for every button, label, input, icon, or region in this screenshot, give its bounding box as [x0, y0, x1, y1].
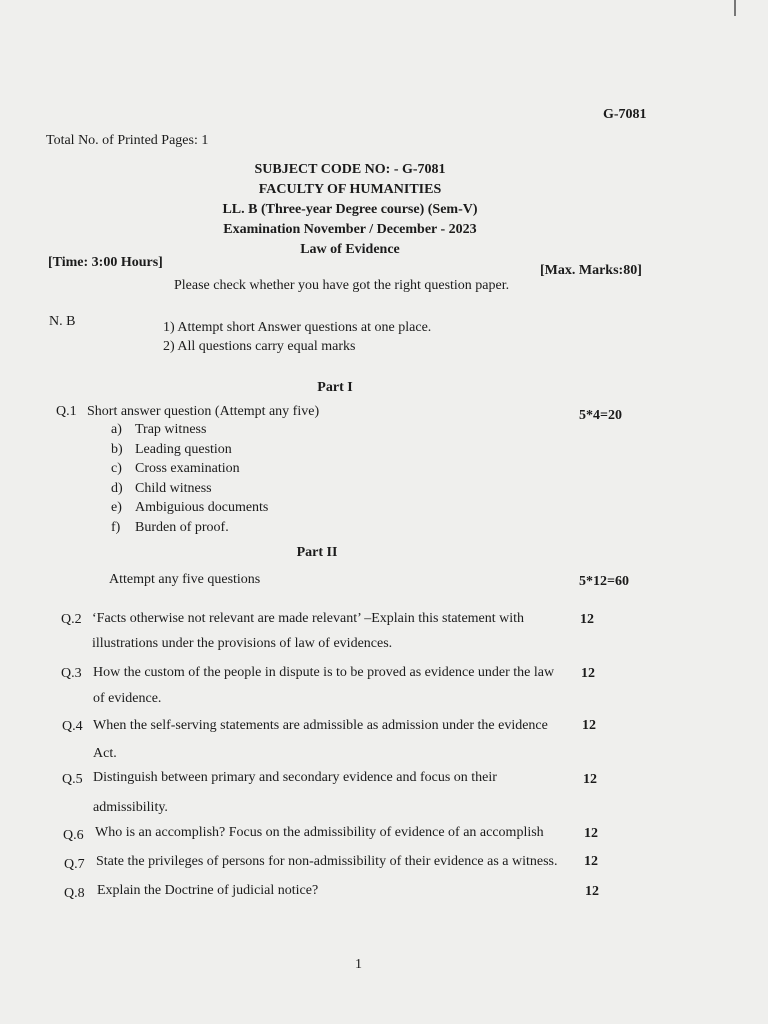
exam-session: Examination November / December - 2023	[223, 222, 477, 237]
nb-item-1: 1) Attempt short Answer questions at one place.	[163, 320, 432, 335]
question-marks: 12	[581, 666, 595, 681]
q1-number: Q.1	[56, 404, 77, 419]
question-text: Who is an accomplish? Focus on the admissibility of evidence of an accomplish	[95, 825, 544, 840]
q1-option-label: a)	[111, 422, 122, 437]
question-number: Q.5	[62, 772, 83, 787]
q1-option-text: Trap witness	[135, 422, 207, 437]
question-marks: 12	[585, 884, 599, 899]
q1-option-label: e)	[111, 500, 122, 515]
question-text-continued: illustrations under the provisions of law of evidences.	[92, 636, 393, 651]
q1-text: Short answer question (Attempt any five)	[87, 404, 320, 419]
question-marks: 12	[582, 718, 596, 733]
part-2-title: Part II	[296, 545, 338, 560]
q1-option-text: Cross examination	[135, 461, 240, 476]
question-number: Q.4	[62, 719, 83, 734]
subject-code: SUBJECT CODE NO: - G-7081	[254, 162, 446, 177]
question-text: Explain the Doctrine of judicial notice?	[97, 883, 319, 898]
question-text-continued: Act.	[93, 746, 117, 761]
question-marks: 12	[584, 854, 598, 869]
q1-option-label: b)	[111, 442, 123, 457]
check-note: Please check whether you have got the right question paper.	[174, 278, 510, 293]
q1-option-text: Burden of proof.	[135, 520, 229, 535]
question-text: State the privileges of persons for non-admissibility of their evidence as a witness.	[96, 854, 558, 869]
time-allowed: [Time: 3:00 Hours]	[48, 255, 163, 270]
question-text: How the custom of the people in dispute is to be proved as evidence under the law	[93, 665, 555, 680]
question-text-continued: admissibility.	[93, 800, 168, 815]
course: LL. B (Three-year Degree course) (Sem-V)	[222, 202, 478, 217]
nb-item-2: 2) All questions carry equal marks	[163, 339, 356, 354]
paper-code: G-7081	[603, 107, 647, 122]
part-1-title: Part I	[317, 380, 353, 395]
q1-option-text: Child witness	[135, 481, 212, 496]
q1-option-text: Leading question	[135, 442, 232, 457]
question-text-continued: of evidence.	[93, 691, 162, 706]
max-marks: [Max. Marks:80]	[540, 263, 642, 278]
question-text: When the self-serving statements are admissible as admission under the evidence	[93, 718, 548, 733]
question-number: Q.2	[61, 612, 82, 627]
question-number: Q.6	[63, 828, 84, 843]
faculty: FACULTY OF HUMANITIES	[258, 182, 442, 197]
scan-edge-mark	[734, 0, 736, 16]
page-number: 1	[355, 957, 362, 972]
question-number: Q.8	[64, 886, 85, 901]
question-marks: 12	[580, 612, 594, 627]
part-2-instruction: Attempt any five questions	[109, 572, 261, 587]
question-text: Distinguish between primary and secondary evidence and focus on their	[93, 770, 497, 785]
part-2-marks: 5*12=60	[579, 574, 629, 589]
subject-title: Law of Evidence	[300, 242, 400, 257]
q1-marks: 5*4=20	[579, 408, 622, 423]
question-text: ‘Facts otherwise not relevant are made relevant’ –Explain this statement with	[92, 611, 525, 626]
q1-option-label: d)	[111, 481, 123, 496]
q1-option-text: Ambiguious documents	[135, 500, 269, 515]
printed-pages: Total No. of Printed Pages: 1	[46, 133, 209, 148]
question-marks: 12	[583, 772, 597, 787]
question-marks: 12	[584, 826, 598, 841]
question-number: Q.3	[61, 666, 82, 681]
q1-option-label: c)	[111, 461, 122, 476]
nb-label: N. B	[49, 314, 76, 329]
question-number: Q.7	[64, 857, 85, 872]
q1-option-label: f)	[111, 520, 121, 535]
